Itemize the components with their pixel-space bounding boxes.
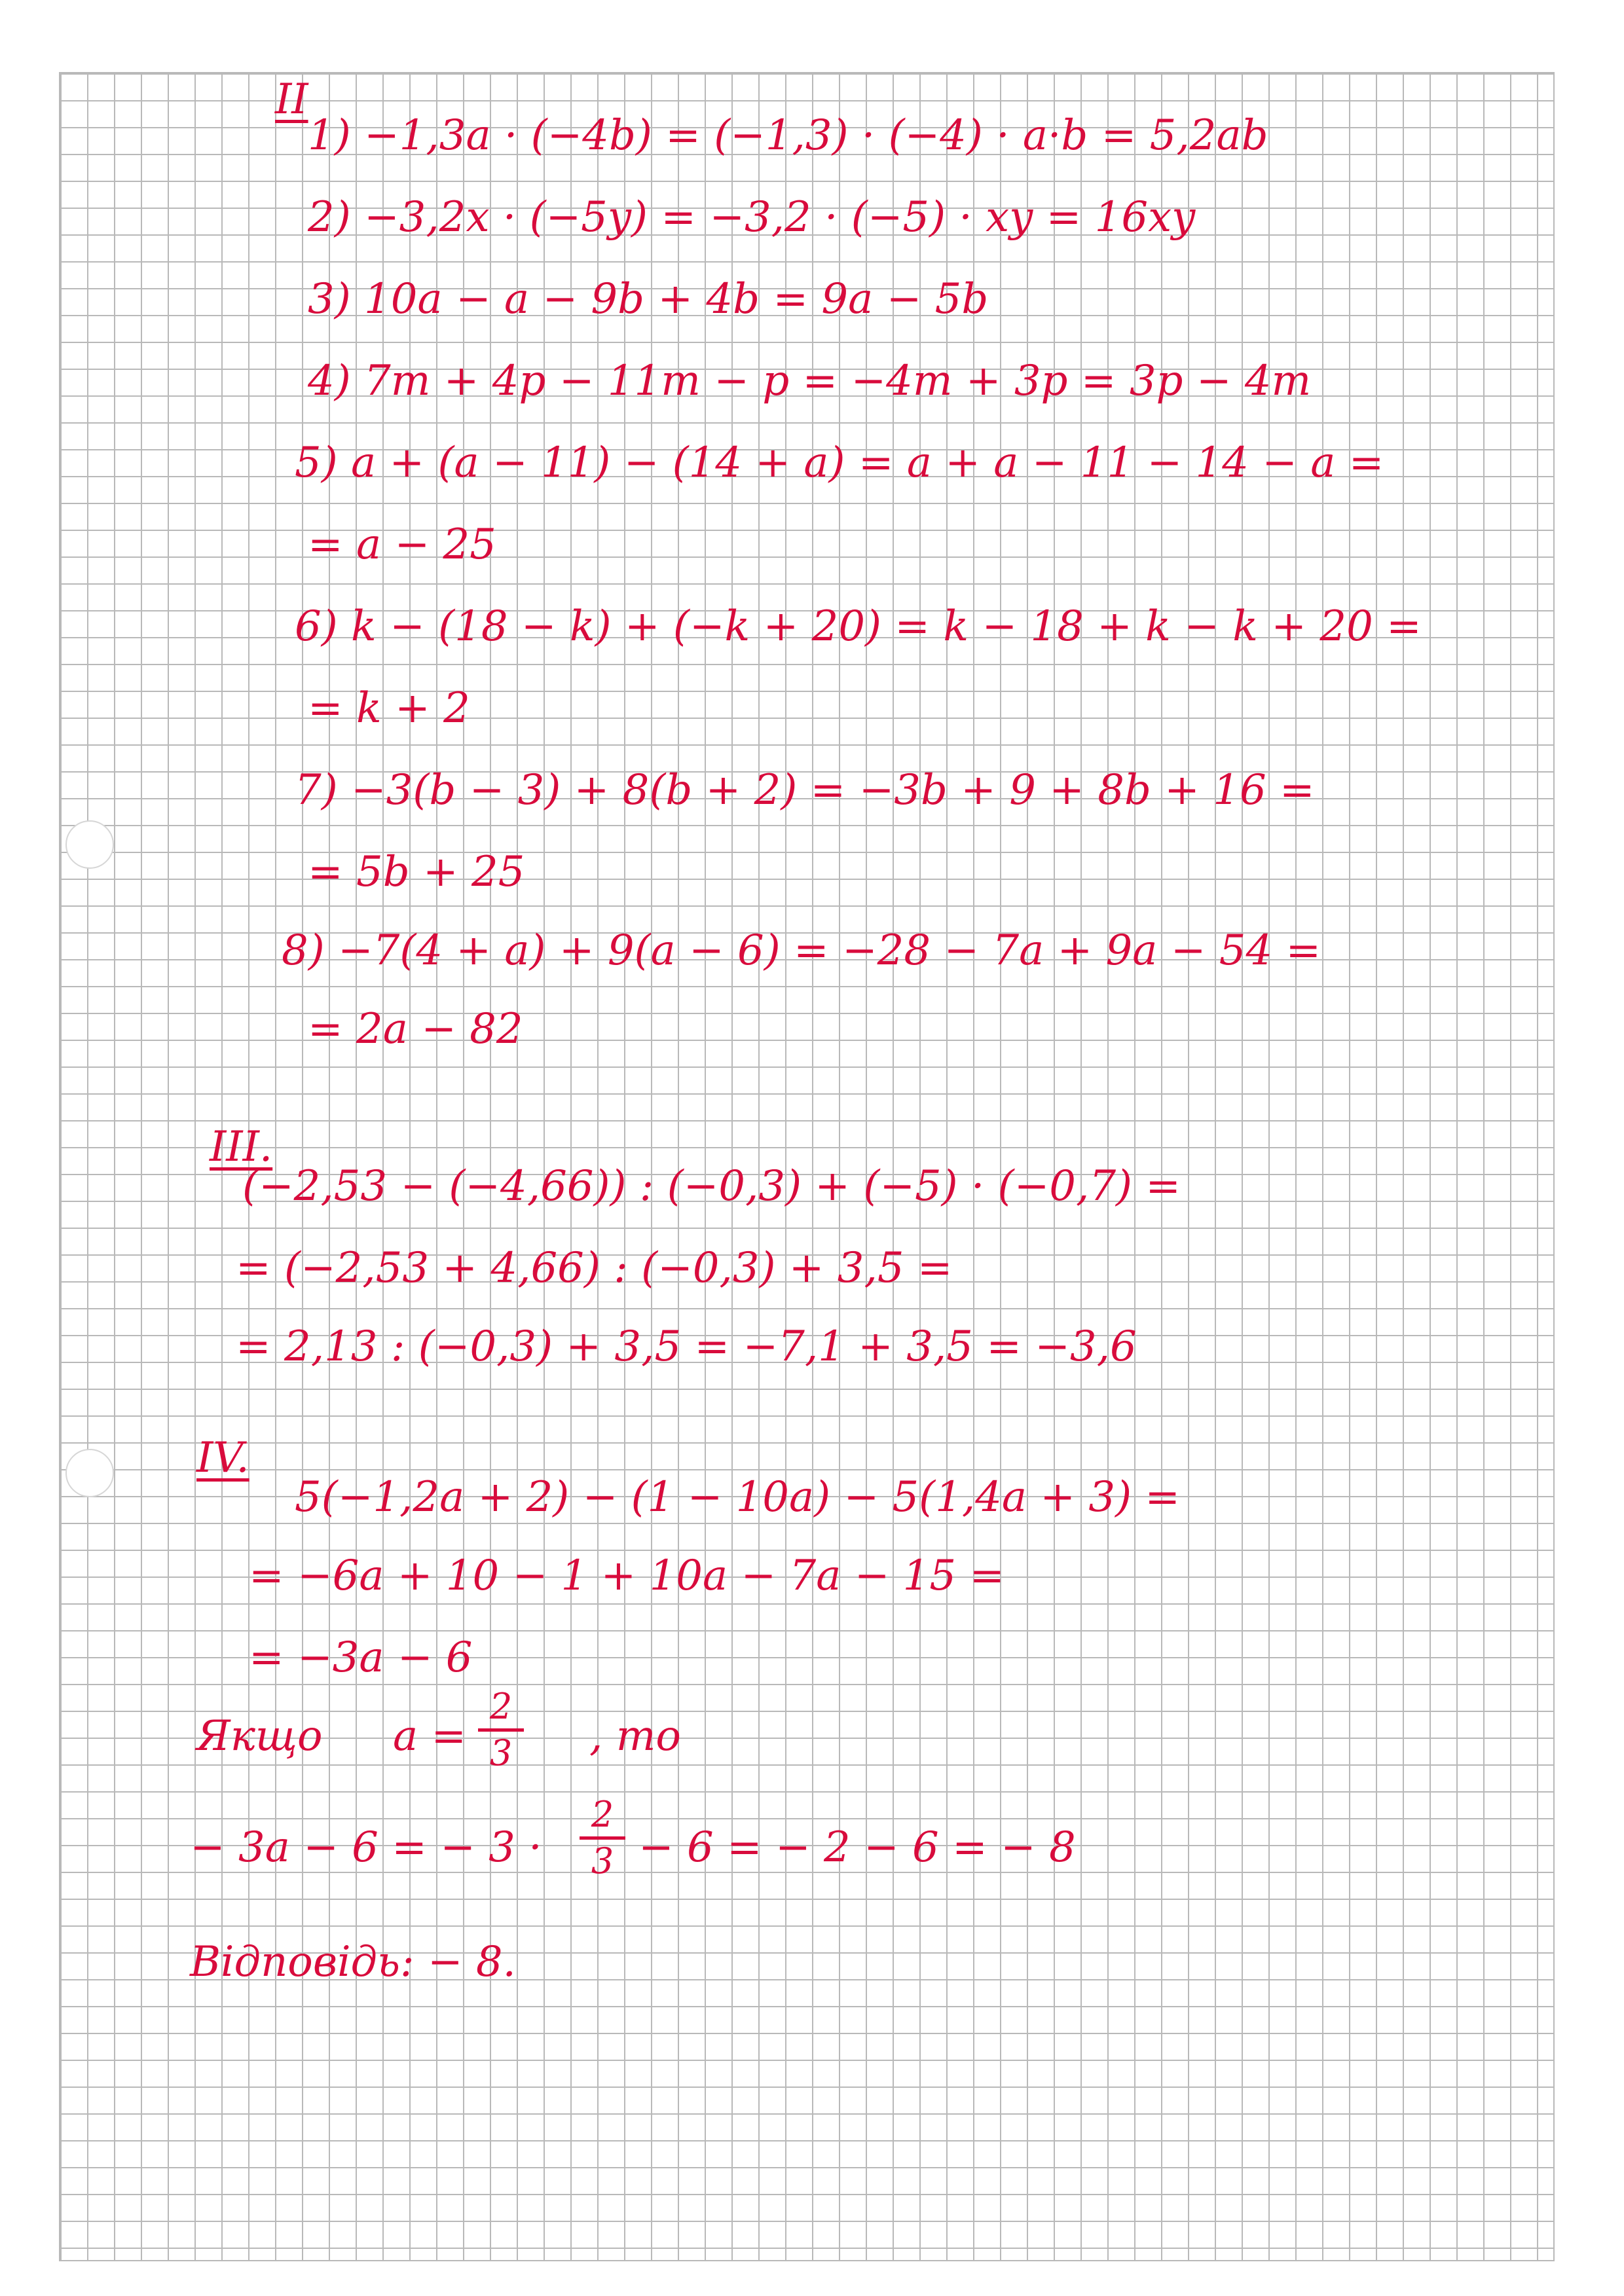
section-2-label: II: [275, 75, 308, 124]
section-4-line-3: = −3a − 6: [249, 1633, 473, 1682]
answer-line: Відповідь: − 8.: [190, 1938, 516, 1986]
section-2-line-6b: = k + 2: [308, 684, 470, 733]
binder-hole-bottom: [65, 1449, 114, 1497]
substitution-numerator: 2: [580, 1797, 625, 1840]
binder-hole-top: [65, 820, 114, 869]
section-2-line-7: 7) −3(b − 3) + 8(b + 2) = −3b + 9 + 8b + 16 =: [295, 766, 1315, 814]
section-2-line-4: 4) 7m + 4p − 11m − p = −4m + 3p = 3p − 4m: [308, 357, 1312, 405]
section-3-label: III.: [210, 1123, 273, 1171]
substitution-left: − 3a − 6 = − 3 ·: [190, 1823, 542, 1872]
if-variable: a =: [393, 1712, 467, 1760]
fraction-numerator: 2: [478, 1689, 524, 1732]
substitution-right: − 6 = − 2 − 6 = − 8: [638, 1823, 1076, 1872]
substitution-denominator: 3: [591, 1840, 614, 1882]
then-word: , то: [589, 1712, 681, 1760]
section-3-line-3: = 2,13 : (−0,3) + 3,5 = −7,1 + 3,5 = −3,6: [236, 1322, 1137, 1371]
section-3-line-1: (−2,53 − (−4,66)) : (−0,3) + (−5) · (−0,7) =: [242, 1162, 1181, 1211]
fraction-denominator: 3: [489, 1732, 513, 1774]
section-3-line-2: = (−2,53 + 4,66) : (−0,3) + 3,5 =: [236, 1244, 953, 1292]
section-4-line-2: = −6a + 10 − 1 + 10a − 7a − 15 =: [249, 1552, 1005, 1600]
section-4-line-1: 5(−1,2a + 2) − (1 − 10a) − 5(1,4a + 3) =: [295, 1473, 1181, 1522]
fraction-two-thirds: [478, 1686, 524, 1774]
section-2-line-1: 1) −1,3a · (−4b) = (−1,3) · (−4) · a·b = 5,2ab: [308, 111, 1268, 160]
section-2-line-8: 8) −7(4 + a) + 9(a − 6) = −28 − 7a + 9a − 54 =: [282, 926, 1321, 975]
section-2-line-2: 2) −3,2x · (−5y) = −3,2 · (−5) · xy = 16xy: [308, 193, 1196, 242]
section-2-line-8b: = 2a − 82: [308, 1005, 523, 1053]
section-2-line-6: 6) k − (18 − k) + (−k + 20) = k − 18 + k − k + 20 =: [295, 602, 1422, 651]
if-word: Якщо: [196, 1712, 323, 1760]
substitution-fraction: [580, 1794, 625, 1882]
section-4-label: IV.: [196, 1434, 249, 1482]
section-2-line-5: 5) a + (a − 11) − (14 + a) = a + a − 11 − 14 − a =: [295, 439, 1384, 487]
section-2-line-3: 3) 10a − a − 9b + 4b = 9a − 5b: [308, 275, 989, 323]
section-2-line-5b: = a − 25: [308, 520, 496, 569]
section-2-line-7b: = 5b + 25: [308, 848, 525, 896]
